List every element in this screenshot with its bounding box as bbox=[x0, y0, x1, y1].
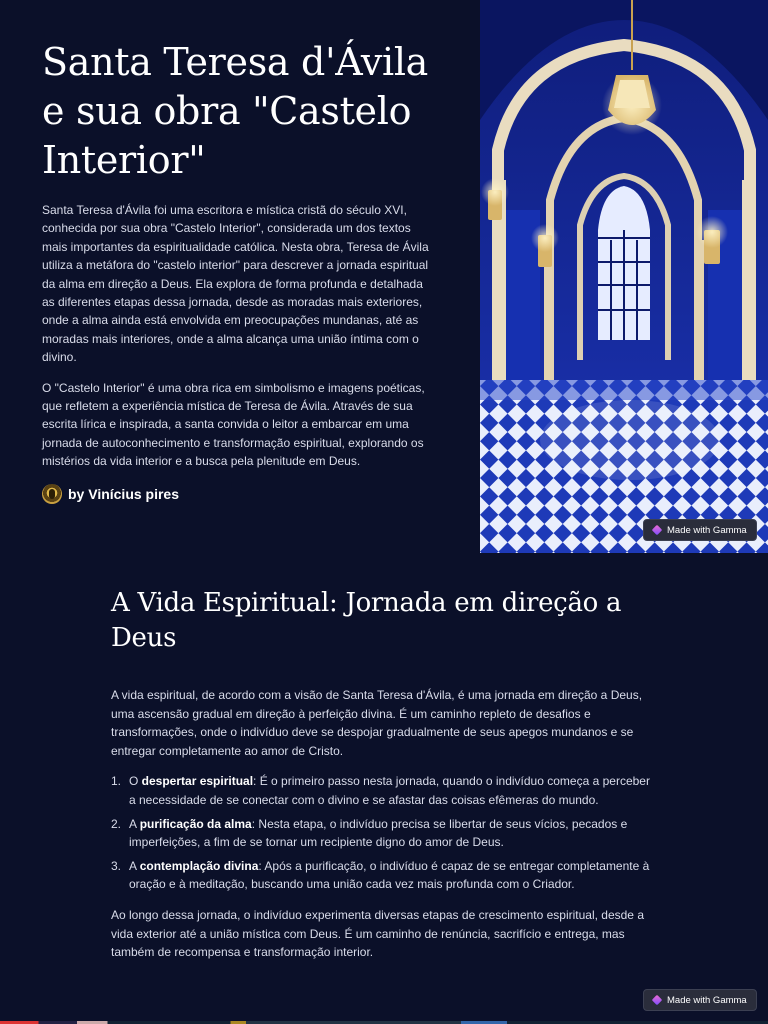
list-bold-term: contemplação divina bbox=[139, 858, 259, 873]
stages-list bbox=[111, 772, 659, 894]
author-byline[interactable] bbox=[42, 484, 438, 504]
slide-1-text-column bbox=[42, 38, 438, 504]
slide-2 bbox=[0, 553, 768, 1024]
author-name: by Vinícius pires bbox=[68, 485, 180, 502]
badge-label: Made with Gamma bbox=[667, 994, 747, 1006]
badge-label: Made with Gamma bbox=[667, 524, 747, 536]
castle-interior-image bbox=[480, 0, 768, 553]
list-number: 1. bbox=[111, 774, 122, 789]
made-with-gamma-badge[interactable] bbox=[643, 989, 757, 1011]
list-text: : É o primeiro passo nesta jornada, quando o indivíduo começa a perceber a necessidade de se conectar com o divino e se afastar das coisas efêmeras do mundo. bbox=[129, 774, 650, 807]
list-number: 3. bbox=[111, 858, 122, 873]
slide-1-paragraph-1: Santa Teresa d'Ávila foi uma escritora e mística cristã do século XVI, conhecida por sua obra "Castelo Interior", considerada um dos textos mais importantes da espiritualidade católica. Nesta obra, Teresa de Ávila utiliza a metáfora do "castelo interior" para descrever a jornada espiritual da alma em direção a Deus. Ela explora de forma profunda e detalhada as diferentes etapas dessa jornada, desde as moradas mais exteriores, onde a alma ainda está envolvida em preocupações mundanas, até as moradas mais interiores, onde a alma alcança uma união íntima com o divino. bbox=[42, 203, 429, 365]
list-prefix: O bbox=[129, 774, 142, 789]
gamma-logo-icon bbox=[652, 525, 663, 536]
slide-2-intro: A vida espiritual, de acordo com a visão de Santa Teresa d'Ávila, é uma jornada em direção a Deus, uma ascensão gradual em direção à perfeição divina. É um caminho repleto de desafios e transformações, onde o indivíduo deve se despojar gradualmente de seus apegos mundanos e se entregar completamente ao amor de Cristo. bbox=[111, 688, 643, 758]
slide-2-title: A Vida Espiritual: Jornada em direção a Deus bbox=[111, 588, 622, 653]
avatar-icon bbox=[42, 484, 62, 504]
slide-2-content bbox=[111, 586, 659, 962]
made-with-gamma-badge[interactable] bbox=[643, 519, 757, 541]
list-prefix: A bbox=[129, 858, 140, 873]
list-item bbox=[111, 815, 659, 852]
slide-2-outro: Ao longo dessa jornada, o indivíduo experimenta diversas etapas de crescimento espiritual, desde a vida exterior até a união mística com Deus. É um caminho de renúncia, sacrifício e entrega, mas também de recompensa e transformação interior. bbox=[111, 907, 644, 960]
list-text: : Nesta etapa, o indivíduo precisa se libertar de seus vícios, pecados e imperfeições, a fim de se tornar um recipiente digno do amor de Deus. bbox=[129, 816, 628, 850]
list-bold-term: purificação da alma bbox=[139, 816, 252, 831]
list-text: : Após a purificação, o indivíduo é capaz de se entregar completamente à oração e à meditação, buscando uma união cada vez mais profunda com o Criador. bbox=[129, 858, 650, 892]
slide-1-paragraph-2: O "Castelo Interior" é uma obra rica em simbolismo e imagens poéticas, que refletem a experiência mística de Teresa de Ávila. Através de sua escrita lírica e inspirada, a santa convida o leitor a embarcar em uma jornada de autoconhecimento e transformação espiritual, explorando os mistérios da vida interior e a busca pela plenitude em Deus. bbox=[42, 380, 425, 469]
list-number: 2. bbox=[111, 816, 122, 831]
gamma-logo-icon bbox=[652, 995, 663, 1006]
list-item bbox=[111, 857, 659, 894]
list-prefix: A bbox=[129, 816, 140, 831]
list-bold-term: despertar espiritual bbox=[141, 774, 254, 789]
list-item bbox=[111, 772, 659, 809]
slide-1-title: Santa Teresa d'Ávila e sua obra "Castelo Interior" bbox=[42, 40, 429, 182]
